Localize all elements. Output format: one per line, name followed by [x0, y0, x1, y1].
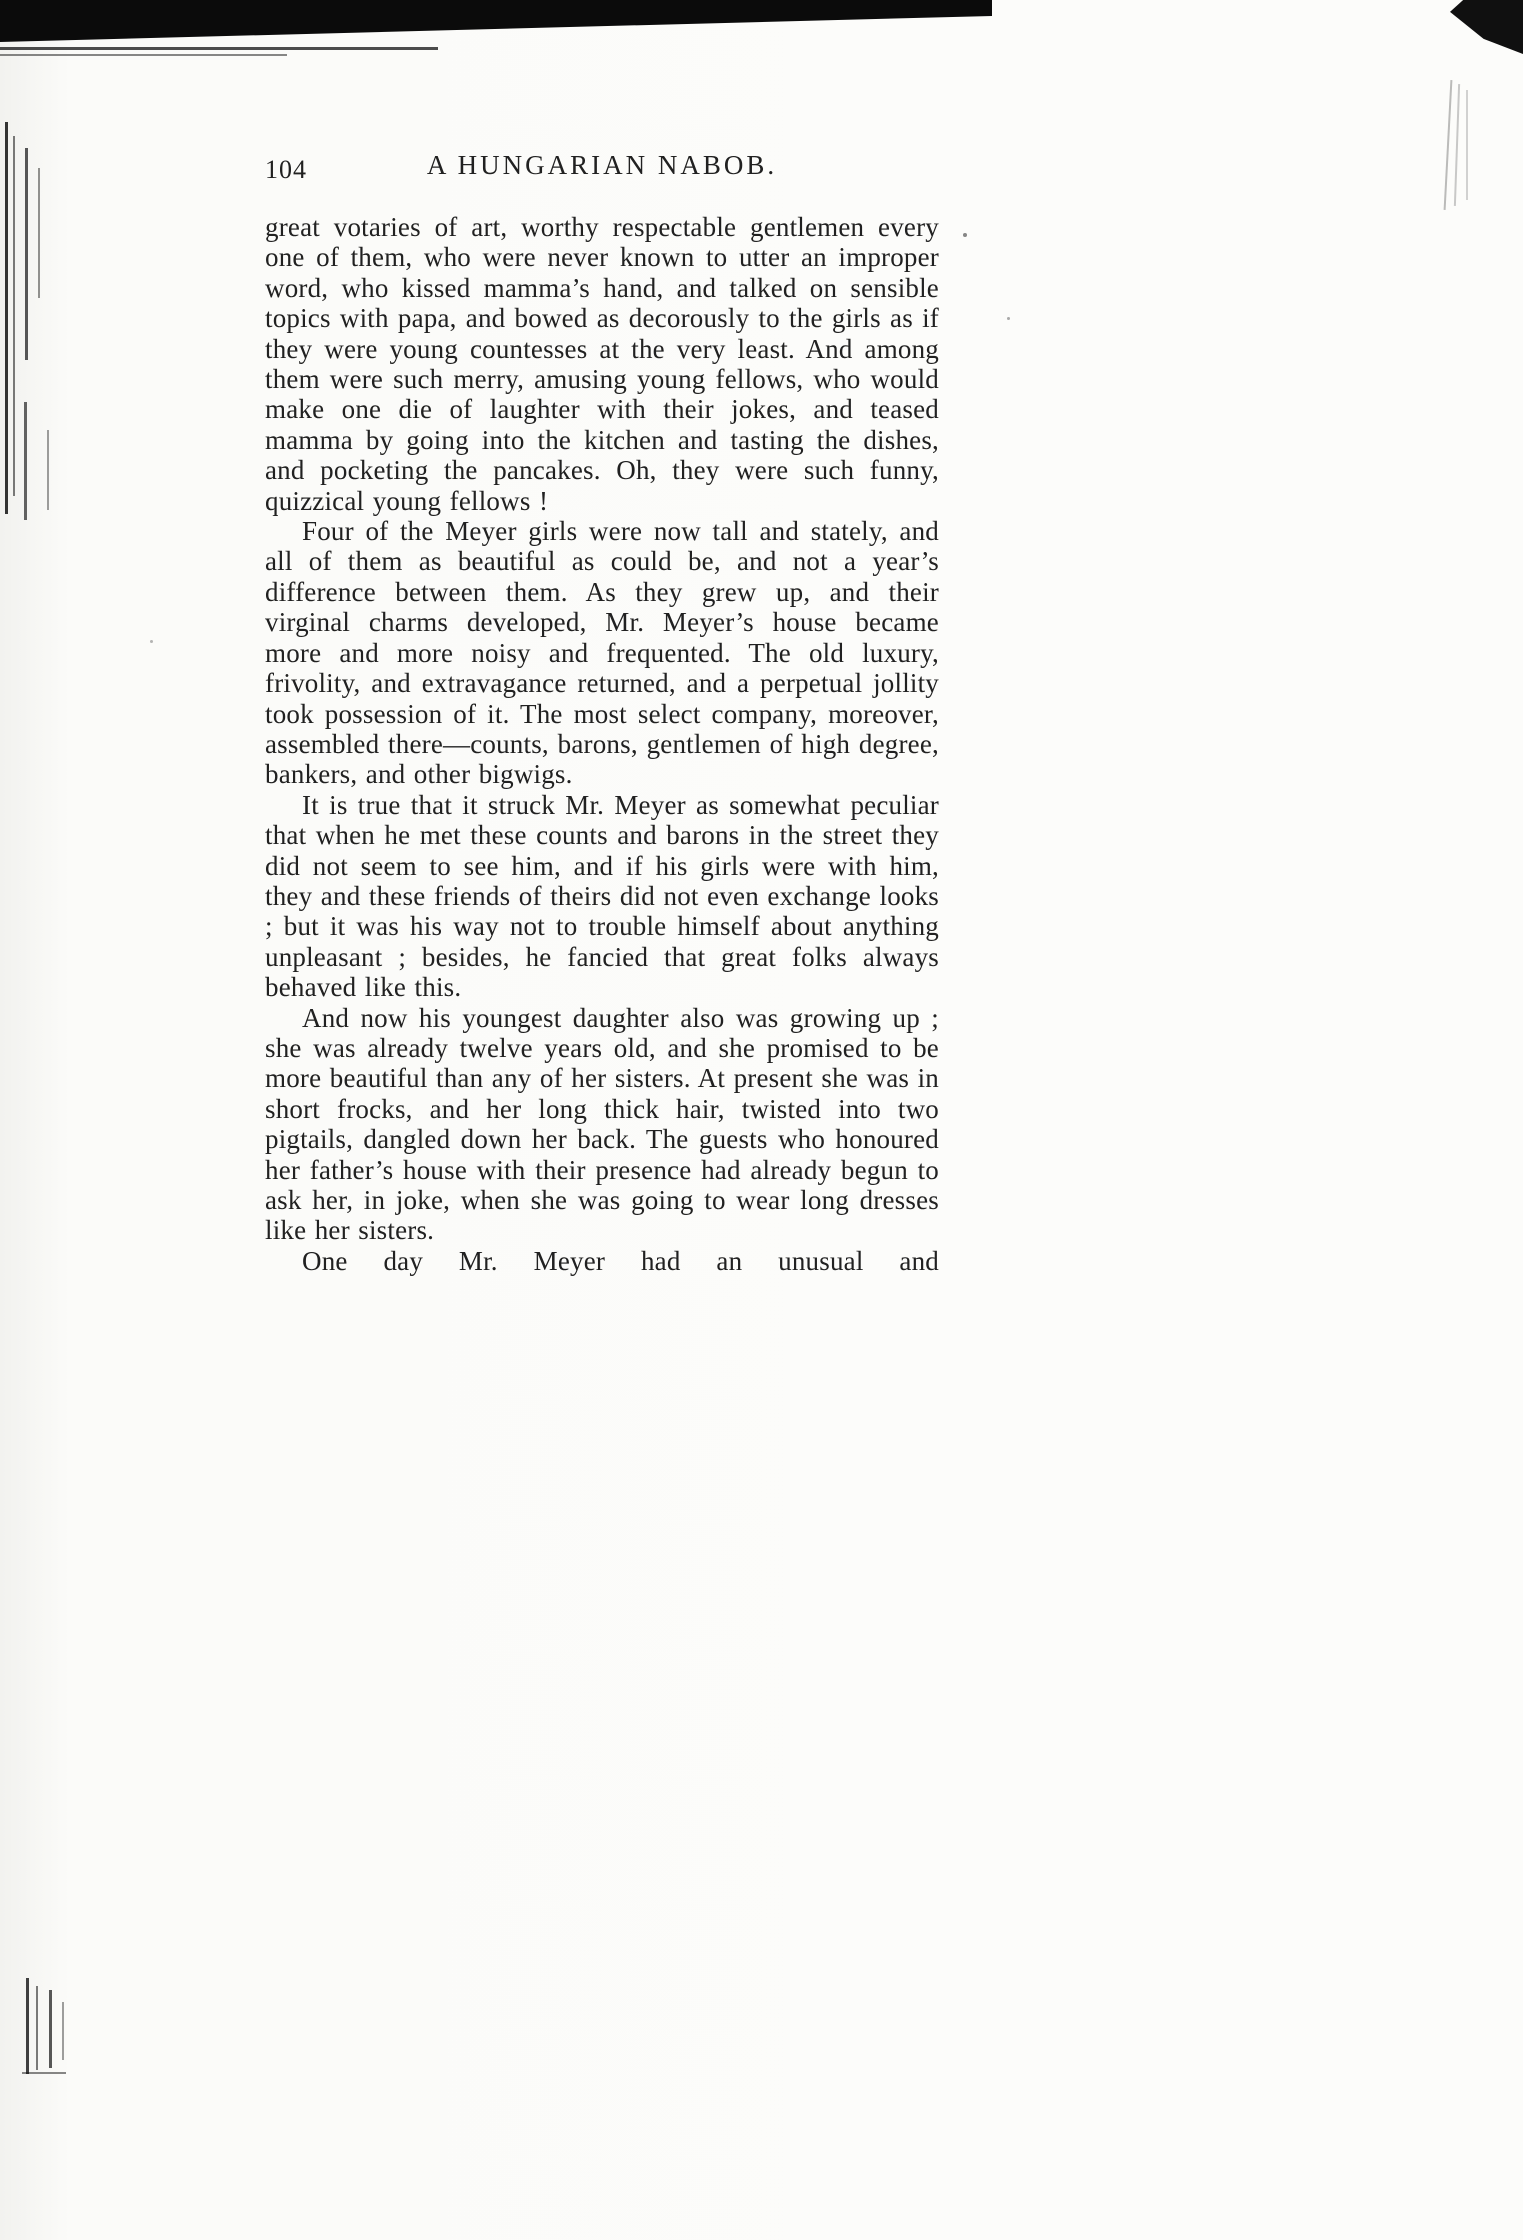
scan-artifact-binding-mark — [13, 136, 15, 496]
scan-artifact-top-bar — [0, 0, 992, 42]
scan-artifact-binding-mark — [36, 1986, 38, 2070]
scan-artifact-binding-mark — [26, 1978, 29, 2074]
scan-artifact-corner-smudge — [1450, 0, 1523, 54]
scan-artifact-top-line — [0, 54, 287, 56]
page-header — [265, 150, 939, 190]
scan-artifact-hatch-mark — [1466, 90, 1468, 200]
paragraph: And now his youngest daughter also was growing up ; she was already twelve years old, and she promised to be more beautiful than any of her sisters. At present she was in short frocks, and her long thick hair, twisted into two pigtails, dangled down her back. The guests who honoured her father’s house with their presence had already begun to ask her, in joke, when she was going to wear long dresses like her sisters. — [265, 1002, 939, 1246]
scan-artifact-binding-mark — [5, 122, 8, 514]
paragraph: great votaries of art, worthy respectable gentlemen every one of them, who were never known to utter an improper word, who kissed mamma’s hand, and talked on sensible topics with papa, and bowed as decorously to the girls as if they were young countesses at the very least. And among them were such merry, amusing young fellows, who would make one die of laughter with their jokes, and teased mamma by going into the kitchen and tasting the dishes, and pocketing the pancakes. Oh, they were such funny, quizzical young fellows ! — [265, 212, 939, 516]
running-title: A HUNGARIAN NABOB. — [426, 150, 778, 180]
scan-artifact-hatch-mark — [1444, 80, 1453, 210]
paragraph: One day Mr. Meyer had an unusual and — [302, 1245, 939, 1276]
scan-artifact-top-line — [0, 47, 438, 50]
scan-artifact-hatch-mark — [1454, 84, 1460, 206]
page-number: 104 — [265, 155, 307, 184]
scan-artifact-binding-mark — [47, 430, 49, 510]
scan-artifact-binding-mark — [62, 2002, 64, 2060]
scan-artifact-speck — [963, 233, 967, 237]
scan-artifact-binding-mark — [38, 168, 40, 298]
scan-artifact-binding-mark — [49, 1990, 52, 2068]
paragraph: Four of the Meyer girls were now tall and stately, and all of them as beautiful as could be, and not a year’s difference between them. As they grew up, and their virginal charms developed, Mr. Meyer’s house became more and more noisy and frequented. The old luxury, frivolity, and extravagance returned, and a perpetual jollity took possession of it. The most select company, moreover, assembled there—counts, barons, gentlemen of high degree, bankers, and other bigwigs. — [265, 516, 939, 790]
scan-artifact-speck — [150, 640, 153, 643]
paragraph: It is true that it struck Mr. Meyer as somewhat peculiar that when he met these counts and barons in the street they did not seem to see him, and if his girls were with him, they and these friends of theirs did not even exchange looks ; but it was his way not to trouble himself about anything unpleasant ; besides, he fancied that great folks always behaved like this. — [265, 789, 939, 1003]
scan-artifact-binding-mark — [22, 2072, 66, 2074]
scan-artifact-binding-mark — [24, 402, 27, 520]
scan-artifact-binding-mark — [25, 148, 28, 360]
scan-artifact-speck — [1007, 317, 1010, 320]
text-block — [265, 212, 939, 1276]
